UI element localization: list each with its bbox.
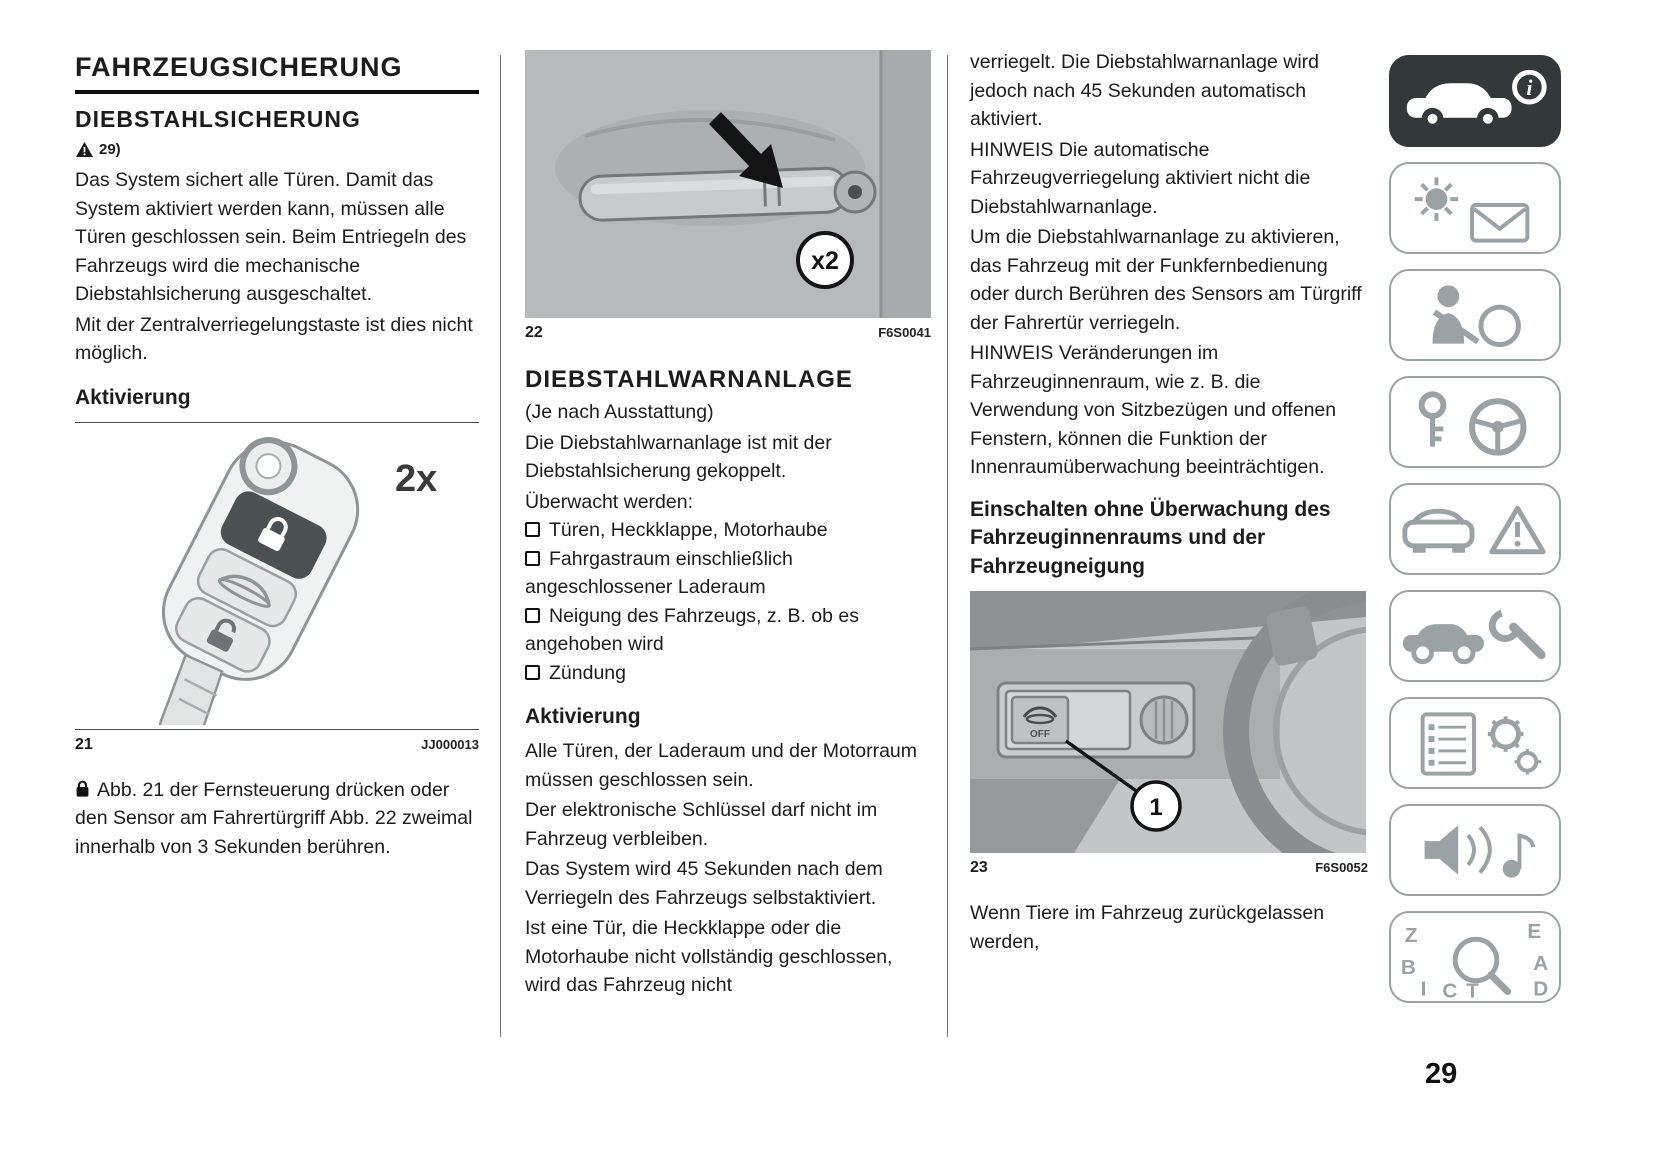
index-letter: I	[1420, 977, 1427, 1001]
subheading-equipment: (Je nach Ausstattung)	[525, 401, 714, 423]
sidebar-tab-emergency[interactable]	[1389, 483, 1561, 575]
paragraph-monitored: Überwacht werden:	[525, 490, 693, 513]
car-wrench-icon	[1391, 592, 1559, 680]
bullet-doors: Türen, Heckklappe, Motorhaube	[525, 516, 931, 545]
paragraph-central-locking: Mit der Zentralverriegelungstaste ist dies nicht möglich.	[75, 313, 473, 364]
sidebar-tab-index[interactable]	[1389, 911, 1561, 1003]
figure22-caption	[525, 324, 931, 342]
paragraph-alarm-coupled: Die Diebstahlwarnanlage ist mit der Diebstahlsicherung gekoppelt.	[525, 431, 832, 482]
alarm-off-button-label: OFF	[1030, 729, 1050, 740]
figure21-caption	[75, 736, 479, 754]
page-number: 29	[1425, 1058, 1458, 1090]
paragraph-key-not-inside: Der elektronische Schlüssel darf nicht im Fahrzeug verbleiben.	[525, 799, 878, 850]
list-gear-icon	[1391, 699, 1559, 787]
column-divider-left	[500, 55, 501, 1037]
footnote-number: 29)	[99, 141, 121, 158]
paragraph-self-activation: Das System wird 45 Sekunden nach dem Verriegeln des Fahrzeugs selbstaktiviert.	[525, 858, 883, 909]
car-warning-triangle-icon	[1391, 485, 1559, 573]
bullet-tilt: Neigung des Fahrzeugs, z. B. ob es angehoben wird	[525, 604, 860, 655]
section-title: DIEBSTAHLSICHERUNG	[75, 106, 361, 132]
key-fob-image	[75, 425, 479, 725]
sidebar-tab-multimedia[interactable]	[1389, 804, 1561, 896]
figure23-overlay-label: 1	[1149, 794, 1163, 821]
car-info-icon	[1391, 57, 1559, 145]
footnote-reference	[75, 141, 479, 158]
column-left	[75, 48, 479, 861]
figure-door-handle	[525, 50, 931, 342]
figure22-overlay-label: x2	[811, 247, 839, 275]
figure22-code: F6S0041	[878, 325, 931, 340]
index-letter: T	[1466, 979, 1479, 1001]
paragraph-hinweis-interior: HINWEIS Veränderungen im Fahrzeuginnenraum, wie z. B. die Verwendung von Sitzbezügen und offenen Fenstern, können die Funktion der Innenraumüberwachung beeinträchtigen.	[970, 342, 1337, 478]
square-bullet-icon	[525, 665, 540, 680]
figure21-overlay-label: 2x	[395, 457, 438, 500]
square-bullet-icon	[525, 551, 540, 566]
paragraph-system-description: Das System sichert alle Türen. Damit das System aktiviert werden kann, müssen alle Türen geschlossen sein. Beim Entriegeln des Fahrzeugs wird die mechanische Diebstahlsicherung ausgeschaltet.	[75, 169, 467, 305]
figure23-code: F6S0052	[1315, 860, 1368, 875]
note-remote-control	[75, 776, 479, 862]
info-letter: i	[1526, 76, 1533, 101]
index-letter: A	[1533, 951, 1549, 975]
sidebar-tab-vehicle-overview[interactable]	[1389, 55, 1561, 147]
page-title: FAHRZEUGSICHERUNG	[75, 52, 479, 94]
column-right	[970, 48, 1368, 956]
square-bullet-icon	[525, 608, 540, 623]
index-letter: C	[1442, 979, 1458, 1001]
column-middle	[525, 48, 931, 1000]
figure-key-fob	[75, 425, 479, 730]
index-letter: B	[1400, 955, 1416, 979]
figure-dashboard-button	[970, 591, 1368, 877]
bullet-cabin: Fahrgastraum einschließlich angeschlossener Laderaum	[525, 547, 793, 598]
figure21-number: 21	[75, 735, 93, 753]
paragraph-hinweis-auto-lock: HINWEIS Die automatische Fahrzeugverriegelung aktiviert nicht die Diebstahlwarnanlage.	[970, 138, 1311, 218]
figure22-number: 22	[525, 324, 543, 341]
heading-aktivierung-2: Aktivierung	[525, 705, 641, 728]
sidebar-tab-safety[interactable]	[1389, 269, 1561, 361]
paragraph-animals: Wenn Tiere im Fahrzeug zurückgelassen werden,	[970, 902, 1325, 953]
paragraph-all-doors-closed: Alle Türen, der Laderaum und der Motorraum müssen geschlossen sein.	[525, 740, 918, 791]
door-handle-image	[525, 50, 931, 318]
sun-envelope-icon	[1391, 164, 1559, 252]
index-letter: E	[1527, 920, 1542, 944]
section-thumb-index	[1389, 55, 1567, 1018]
heading-diebstahlwarnanlage: DIEBSTAHLWARNANLAGE	[525, 366, 853, 393]
column-divider-right	[947, 55, 948, 1037]
figure23-caption	[970, 859, 1368, 877]
paragraph-door-not-closed: Ist eine Tür, die Heckklappe oder die Motorhaube nicht vollständig geschlossen, wird das Fahrzeug nicht	[525, 917, 893, 996]
sidebar-tab-technical-data[interactable]	[1389, 697, 1561, 789]
warning-icon	[75, 141, 94, 158]
index-letter: D	[1533, 977, 1549, 1001]
index-letter: Z	[1404, 924, 1418, 948]
heading-einschalten-ohne: Einschalten ohne Überwachung des Fahrzeuginnenraums und der Fahrzeugneigung	[970, 497, 1331, 578]
sidebar-tab-starting-driving[interactable]	[1389, 376, 1561, 468]
index-search-icon	[1391, 913, 1559, 1001]
speaker-sound-icon	[1391, 806, 1559, 894]
square-bullet-icon	[525, 522, 540, 537]
paragraph-activate-alarm: Um die Diebstahlwarnanlage zu aktivieren, das Fahrzeug mit der Funkfernbedienung oder durch Berühren des Sensors am Türgriff der Fahrertür verriegeln.	[970, 226, 1362, 334]
figure23-number: 23	[970, 859, 988, 876]
figure21-code: JJ000013	[421, 736, 479, 752]
sidebar-tab-instrument-panel[interactable]	[1389, 162, 1561, 254]
key-steering-wheel-icon	[1391, 378, 1559, 466]
dashboard-image	[970, 591, 1366, 853]
paragraph-locked-auto: verriegelt. Die Diebstahlwarnanlage wird jedoch nach 45 Sekunden automatisch aktiviert.	[970, 51, 1320, 130]
lock-icon	[75, 779, 90, 798]
seatbelt-person-icon	[1391, 271, 1559, 359]
sidebar-tab-maintenance[interactable]	[1389, 590, 1561, 682]
note-text: Abb. 21 der Fernsteuerung drücken oder den Sensor am Fahrertürgriff Abb. 22 zweimal innerhalb von 3 Sekunden berühren.	[75, 778, 473, 858]
heading-aktivierung: Aktivierung	[75, 384, 479, 423]
bullet-ignition: Zündung	[525, 659, 931, 688]
